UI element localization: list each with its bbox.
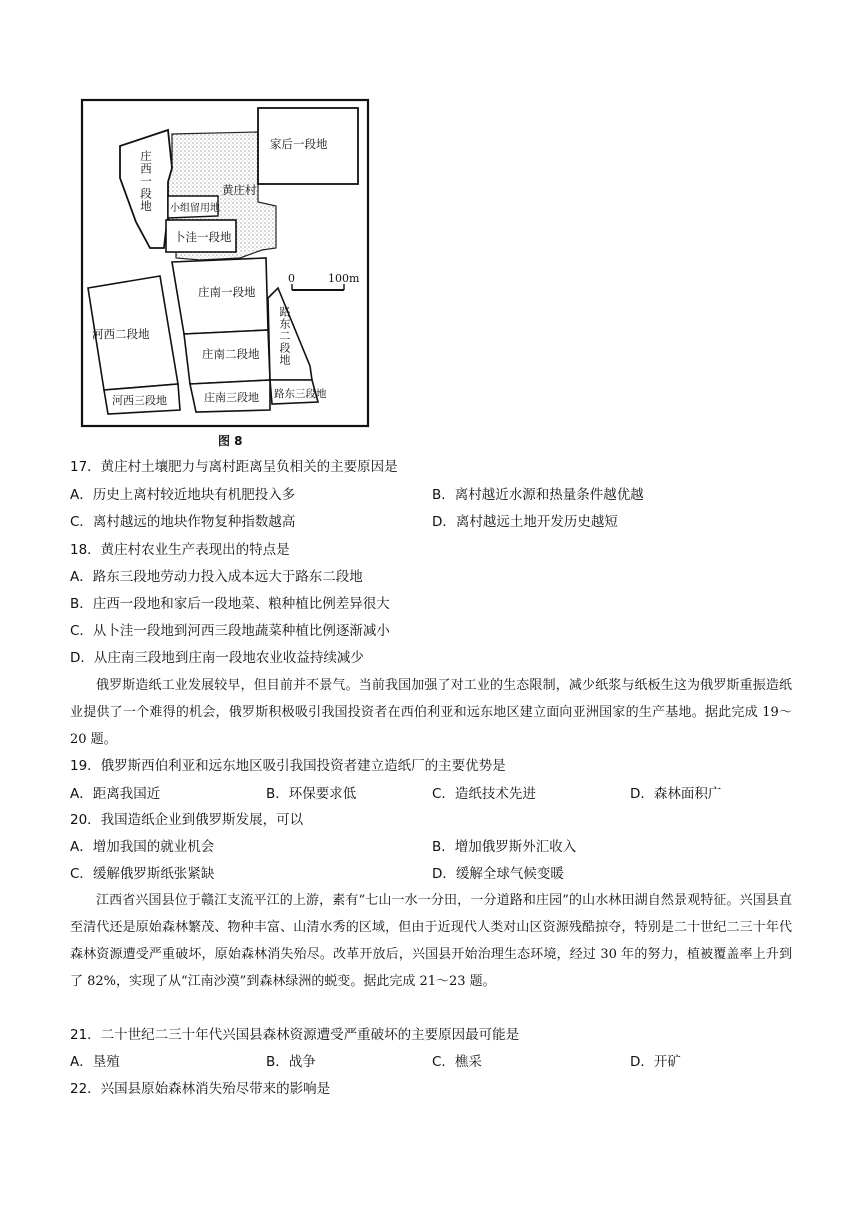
q17-option-b: B．离村越近水源和热量条件越优越 [432,487,644,503]
passage-xingguo-forest: 江西省兴国县位于赣江支流平江的上游，素有“七山一水一分田，一分道路和庄园”的山水林田湖自然景观特征。兴国县直至清代还是原始森林繁茂、物种丰富、山清水秀的区域，但由于近现代人类对山区资源残酷掠夺，特别是二十世纪二三十年代森林资源遭受严重破坏，原始森林消失殆尽。改革开放后，兴国县开始治理生态环境，经过 30 年的努力，植被覆盖率上升到了 82%，实现了从“江南沙漠”到森林绿洲的蜕变。据此完成 21～23 题。 [70,893,792,989]
q19-option-b: B．环保要求低 [266,786,357,802]
q20-option-c: C．缓解俄罗斯纸张紧缺 [70,866,215,882]
label-zhuangnan3: 庄南三段地 [204,391,259,404]
label-ludong3: 路东三段地 [274,388,327,400]
label-zhuangxi1: 庄西一段地 [139,150,153,213]
q22-stem: 22．兴国县原始森林消失殆尽带来的影响是 [70,1081,331,1097]
q19-option-a: A．距离我国近 [70,786,161,802]
q18-stem: 18．黄庄村农业生产表现出的特点是 [70,542,290,558]
q19-option-d: D．森林面积广 [630,786,722,802]
q20-option-a: A．增加我国的就业机会 [70,839,215,855]
q17-option-a: A．历史上离村较近地块有机肥投入多 [70,487,296,503]
q21-option-b: B．战争 [266,1054,316,1070]
label-hexi3: 河西三段地 [112,394,167,407]
q19-option-c: C．造纸技术先进 [432,786,536,802]
q21-option-c: C．樵采 [432,1054,482,1070]
q17-stem: 17．黄庄村土壤肥力与离村距离呈负相关的主要原因是 [70,459,398,475]
q19-stem: 19．俄罗斯西伯利亚和远东地区吸引我国投资者建立造纸厂的主要优势是 [70,758,506,774]
scale-zero-label: 0 [288,272,295,285]
q21-option-d: D．开矿 [630,1054,681,1070]
q21-stem: 21．二十世纪二三十年代兴国县森林资源遭受严重破坏的主要原因最可能是 [70,1027,520,1043]
label-huangzhuang: 黄庄村 [222,183,257,197]
q21-option-a: A．垦殖 [70,1054,120,1070]
q20-stem: 20．我国造纸企业到俄罗斯发展，可以 [70,812,304,828]
label-hexi2: 河西二段地 [92,327,150,341]
q20-option-d: D．缓解全球气候变暖 [432,866,564,882]
passage-russia-paper: 俄罗斯造纸工业发展较早，但目前并不景气。当前我国加强了对工业的生态限制，减少纸浆与纸板生这为俄罗斯重振造纸业提供了一个难得的机会，俄罗斯积极吸引我国投资者在西伯利亚和远东地区建立面向亚洲国家的生产基地。据此完成 19～20 题。 [70,678,792,747]
land-map-figure [80,98,370,428]
label-zhuangnan2: 庄南二段地 [202,347,260,361]
q18-option-a: A．路东三段地劳动力投入成本远大于路东二段地 [70,569,363,585]
q20-option-b: B．增加俄罗斯外汇收入 [432,839,577,855]
label-ludong2: 路东二段地 [278,306,291,366]
q18-option-c: C．从卜洼一段地到河西三段地蔬菜种植比例逐渐减小 [70,623,390,639]
label-jiahou1: 家后一段地 [270,137,328,151]
label-buwa1: 卜洼一段地 [174,230,232,244]
q18-option-d: D．从庄南三段地到庄南一段地农业收益持续减少 [70,650,364,666]
q17-option-c: C．离村越远的地块作物复种指数越高 [70,514,296,530]
label-zhuangnan1: 庄南一段地 [198,285,256,299]
figure-caption: 图 8 [218,434,243,448]
q17-option-d: D．离村越远土地开发历史越短 [432,514,618,530]
label-xiaozu: 小组留用地 [170,203,220,214]
scale-end-label: 100m [328,272,360,285]
q18-option-b: B．庄西一段地和家后一段地菜、粮种植比例差异很大 [70,596,390,612]
